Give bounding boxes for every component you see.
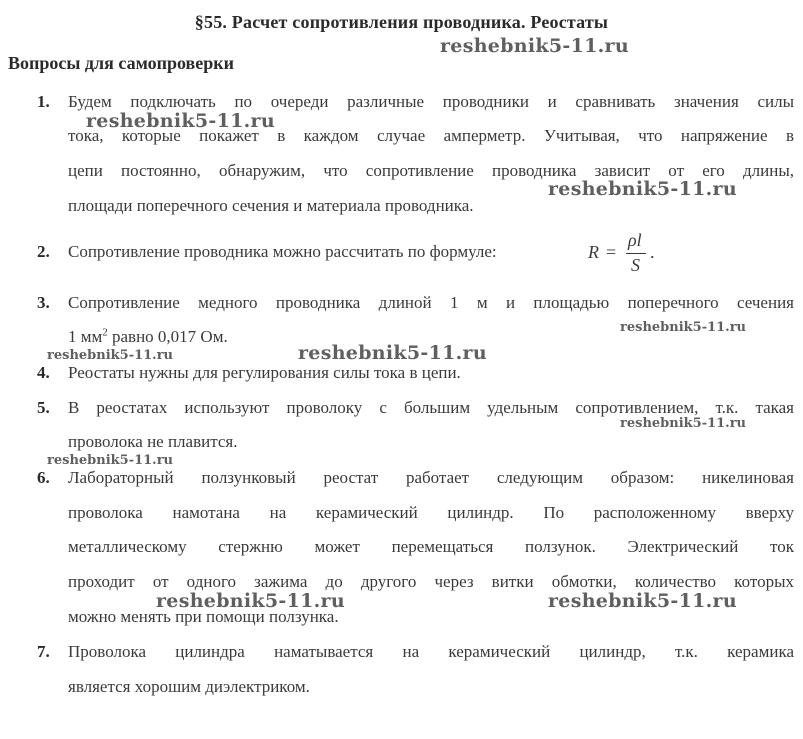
formula-period: . xyxy=(650,242,655,262)
resistance-formula xyxy=(588,230,668,276)
item-6-line-3: металлическому стержню может перемещаться ползунок. Электрический ток xyxy=(68,537,794,556)
item-6-line-5: можно менять при помощи ползунка. xyxy=(68,607,339,626)
formula-denominator: S xyxy=(631,255,640,275)
item-7-line-1: Проволока цилиндра наматывается на керамический цилиндр, т.к. керамика xyxy=(68,642,794,661)
item-number: 6. xyxy=(37,468,50,487)
item-1-line-4: площади поперечного сечения и материала проводника. xyxy=(68,196,474,215)
formula-equals: = xyxy=(606,242,617,262)
formula-numerator: ρl xyxy=(628,230,642,250)
item-3-line-1: Сопротивление медного проводника длиной 1 м и площадью поперечного сечения xyxy=(68,293,794,312)
watermark: reshebnik5-11.ru xyxy=(548,178,737,200)
item-6-line-2: проволока намотана на керамический цилиндр. По расположенному вверху xyxy=(68,503,794,522)
resistance-value: равно 0,017 Ом. xyxy=(107,327,228,346)
item-number: 1. xyxy=(37,92,50,111)
item-1-line-2: тока, которые покажет в каждом случае амперметр. Учитывая, что напряжение в xyxy=(68,126,794,145)
watermark: reshebnik5-11.ru xyxy=(548,590,737,612)
item-6-line-1: Лабораторный ползунковый реостат работает следующим образом: никелиновая xyxy=(68,468,794,487)
watermark: reshebnik5-11.ru xyxy=(620,320,747,335)
area-exponent: 2 xyxy=(102,326,108,339)
item-number: 4. xyxy=(37,363,50,382)
item-5-line-2: проволока не плавится. xyxy=(68,432,238,451)
item-6-line-4: проходит от одного зажима до другого через витки обмотки, количество которых xyxy=(68,572,794,591)
watermark: reshebnik5-11.ru xyxy=(86,110,275,132)
item-4-line-1: Реостаты нужны для регулирования силы тока в цепи. xyxy=(68,363,461,382)
item-number: 3. xyxy=(37,293,50,312)
watermark: reshebnik5-11.ru xyxy=(298,342,487,364)
watermark: reshebnik5-11.ru xyxy=(440,35,629,57)
formula-lhs: R xyxy=(588,242,599,262)
watermark: reshebnik5-11.ru xyxy=(156,590,345,612)
item-7-line-2: является хорошим диэлектриком. xyxy=(68,677,310,696)
item-number: 5. xyxy=(37,398,50,417)
section-heading: Вопросы для самопроверки xyxy=(8,53,235,73)
watermark: reshebnik5-11.ru xyxy=(620,416,747,431)
item-1-line-3: цепи постоянно, обнаружим, что сопротивление проводника зависит от его длины, xyxy=(68,161,794,180)
fraction-bar xyxy=(626,253,646,254)
item-2-line-1: Сопротивление проводника можно рассчитать по формуле: xyxy=(68,242,497,261)
item-number: 2. xyxy=(37,242,50,261)
item-1-line-1: Будем подключать по очереди различные проводники и сравнивать значения силы xyxy=(68,92,794,111)
item-5-line-1: В реостатах используют проволоку с большим удельным сопротивлением, т.к. такая xyxy=(68,398,794,417)
page-title: §55. Расчет сопротивления проводника. Реостаты xyxy=(194,12,609,32)
watermark: reshebnik5-11.ru xyxy=(47,348,174,363)
area-value: 1 мм xyxy=(68,327,103,346)
item-number: 7. xyxy=(37,642,50,661)
watermark: reshebnik5-11.ru xyxy=(47,453,174,468)
